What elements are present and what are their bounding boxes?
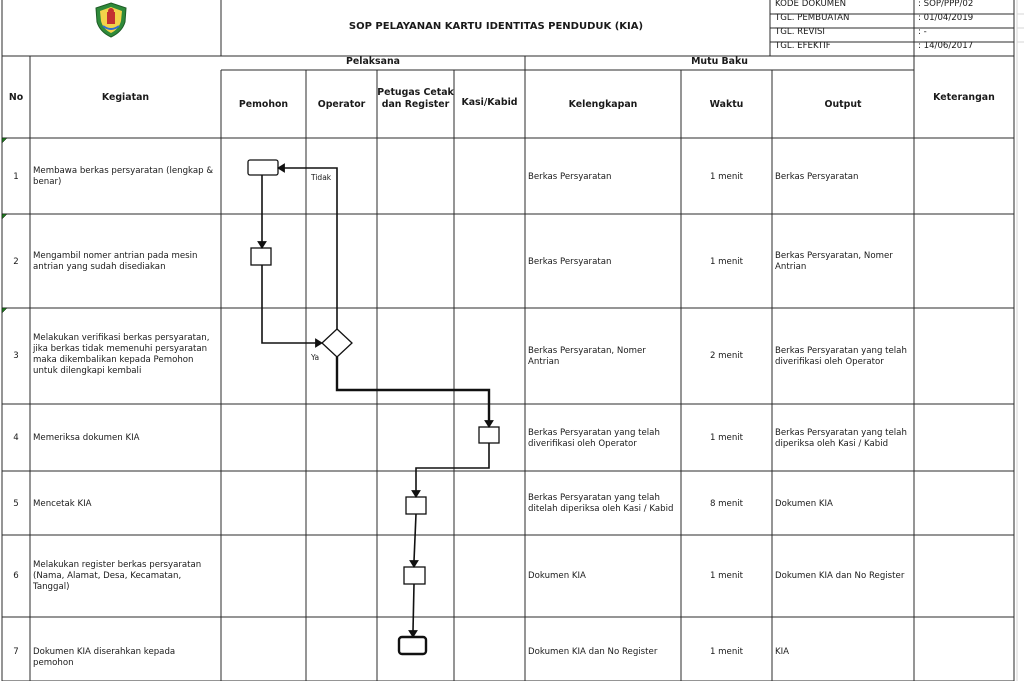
- row-kelengkapan: Berkas Persyaratan yang telah ditelah diperiksa oleh Kasi / Kabid: [528, 493, 674, 514]
- row-no: 1: [13, 172, 19, 182]
- row-output: Dokumen KIA: [775, 499, 833, 509]
- flow-arrow-head: [316, 339, 322, 347]
- row-kelengkapan: Berkas Persyaratan yang telah diverifikasi oleh Operator: [528, 428, 660, 449]
- header-petugas: Petugas Cetak dan Register: [377, 87, 454, 110]
- row-waktu: 1 menit: [709, 647, 744, 657]
- row-kegiatan: Mencetak KIA: [33, 499, 92, 509]
- header-pemohon: Pemohon: [238, 99, 289, 110]
- meta-value-revisi: : -: [918, 27, 927, 37]
- header-kasi: Kasi/Kabid: [461, 97, 518, 108]
- row-waktu: 2 menit: [709, 351, 744, 361]
- row-kegiatan: Melakukan register berkas persyaratan (Nama, Alamat, Desa, Kecamatan, Tanggal): [33, 560, 202, 592]
- row-waktu: 1 menit: [709, 433, 744, 443]
- flow-connector: [284, 168, 337, 329]
- header-kegiatan: Kegiatan: [101, 92, 150, 103]
- header-output: Output: [824, 99, 862, 110]
- row-kelengkapan: Dokumen KIA: [528, 571, 586, 581]
- meta-label-kode: KODE DOKUMEN: [775, 0, 847, 9]
- flow-connector: [413, 584, 414, 631]
- flow-process-box: [479, 427, 499, 443]
- row-no: 3: [13, 351, 19, 361]
- flow-arrow-head: [258, 242, 266, 248]
- flow-process-box: [406, 497, 426, 514]
- header-keterangan: Keterangan: [933, 92, 995, 103]
- row-kegiatan: Membawa berkas persyaratan (lengkap & benar): [33, 166, 214, 187]
- row-output: KIA: [775, 647, 790, 657]
- row-no: 2: [13, 257, 19, 267]
- row-no: 5: [13, 499, 19, 509]
- flow-process-box: [251, 248, 271, 265]
- row-kelengkapan: Berkas Persyaratan, Nomer Antrian: [528, 346, 646, 367]
- meta-value-efektif: : 14/06/2017: [918, 41, 974, 51]
- flow-connector: [416, 443, 489, 491]
- flow-arrow-head: [485, 421, 493, 427]
- flow-process-box: [404, 567, 425, 584]
- row-output: Berkas Persyaratan: [775, 172, 859, 182]
- row-waktu: 1 menit: [709, 257, 744, 267]
- row-kegiatan: Memeriksa dokumen KIA: [33, 433, 140, 443]
- row-output: Dokumen KIA dan No Register: [775, 571, 905, 581]
- row-no: 4: [13, 433, 19, 443]
- flow-connector: [337, 357, 489, 421]
- meta-label-revisi: TGL. REVISI: [775, 27, 825, 37]
- header-operator: Operator: [317, 99, 366, 110]
- regional-government-crest-icon: [92, 2, 130, 38]
- flow-decision-diamond: [322, 329, 352, 357]
- cell-comment-marker: [2, 214, 7, 219]
- header-kelengkapan: Kelengkapan: [568, 99, 638, 110]
- logo: [92, 2, 130, 38]
- flow-arrow-head: [412, 491, 420, 497]
- header-no: No: [8, 92, 24, 103]
- meta-label-pembuatan: TGL. PEMBUATAN: [775, 13, 850, 23]
- flow-label-no: Tidak: [311, 173, 332, 182]
- flow-connector: [262, 265, 317, 343]
- row-output: Berkas Persyaratan yang telah diverifikasi oleh Operator: [775, 346, 907, 367]
- row-waktu: 1 menit: [709, 571, 744, 581]
- row-kelengkapan: Berkas Persyaratan: [528, 257, 612, 267]
- header-mutu-baku: Mutu Baku: [691, 56, 748, 67]
- document-title: SOP PELAYANAN KARTU IDENTITAS PENDUDUK (KIA): [348, 21, 644, 32]
- row-kelengkapan: Dokumen KIA dan No Register: [528, 647, 658, 657]
- cell-comment-marker: [2, 308, 7, 313]
- flow-start-terminator: [248, 160, 278, 175]
- row-output: Berkas Persyaratan, Nomer Antrian: [775, 251, 893, 272]
- row-no: 7: [13, 647, 19, 657]
- row-no: 6: [13, 571, 19, 581]
- flow-label-yes: Ya: [311, 353, 320, 362]
- header-waktu: Waktu: [709, 99, 744, 110]
- row-output: Berkas Persyaratan yang telah diperiksa oleh Kasi / Kabid: [775, 428, 907, 449]
- row-kegiatan: Melakukan verifikasi berkas persyaratan, jika berkas tidak memenuhi persyaratan maka dikembalikan kepada Pemohon untuk dilengkapi kembali: [33, 333, 210, 376]
- flow-arrow-head: [278, 164, 284, 172]
- row-kegiatan: Mengambil nomer antrian pada mesin antrian yang sudah disediakan: [33, 251, 198, 272]
- meta-value-pembuatan: : 01/04/2019: [918, 13, 974, 23]
- meta-value-kode: : SOP/PPP/02: [918, 0, 974, 9]
- flow-end-terminator: [399, 637, 426, 654]
- row-kegiatan: Dokumen KIA diserahkan kepada pemohon: [33, 647, 176, 668]
- row-waktu: 8 menit: [709, 499, 744, 509]
- flow-connector: [414, 514, 416, 561]
- row-waktu: 1 menit: [709, 172, 744, 182]
- meta-label-efektif: TGL. EFEKTIF: [775, 41, 831, 51]
- row-kelengkapan: Berkas Persyaratan: [528, 172, 612, 182]
- flow-arrow-head: [410, 561, 418, 567]
- header-pelaksana: Pelaksana: [346, 56, 400, 67]
- cell-comment-marker: [2, 138, 7, 143]
